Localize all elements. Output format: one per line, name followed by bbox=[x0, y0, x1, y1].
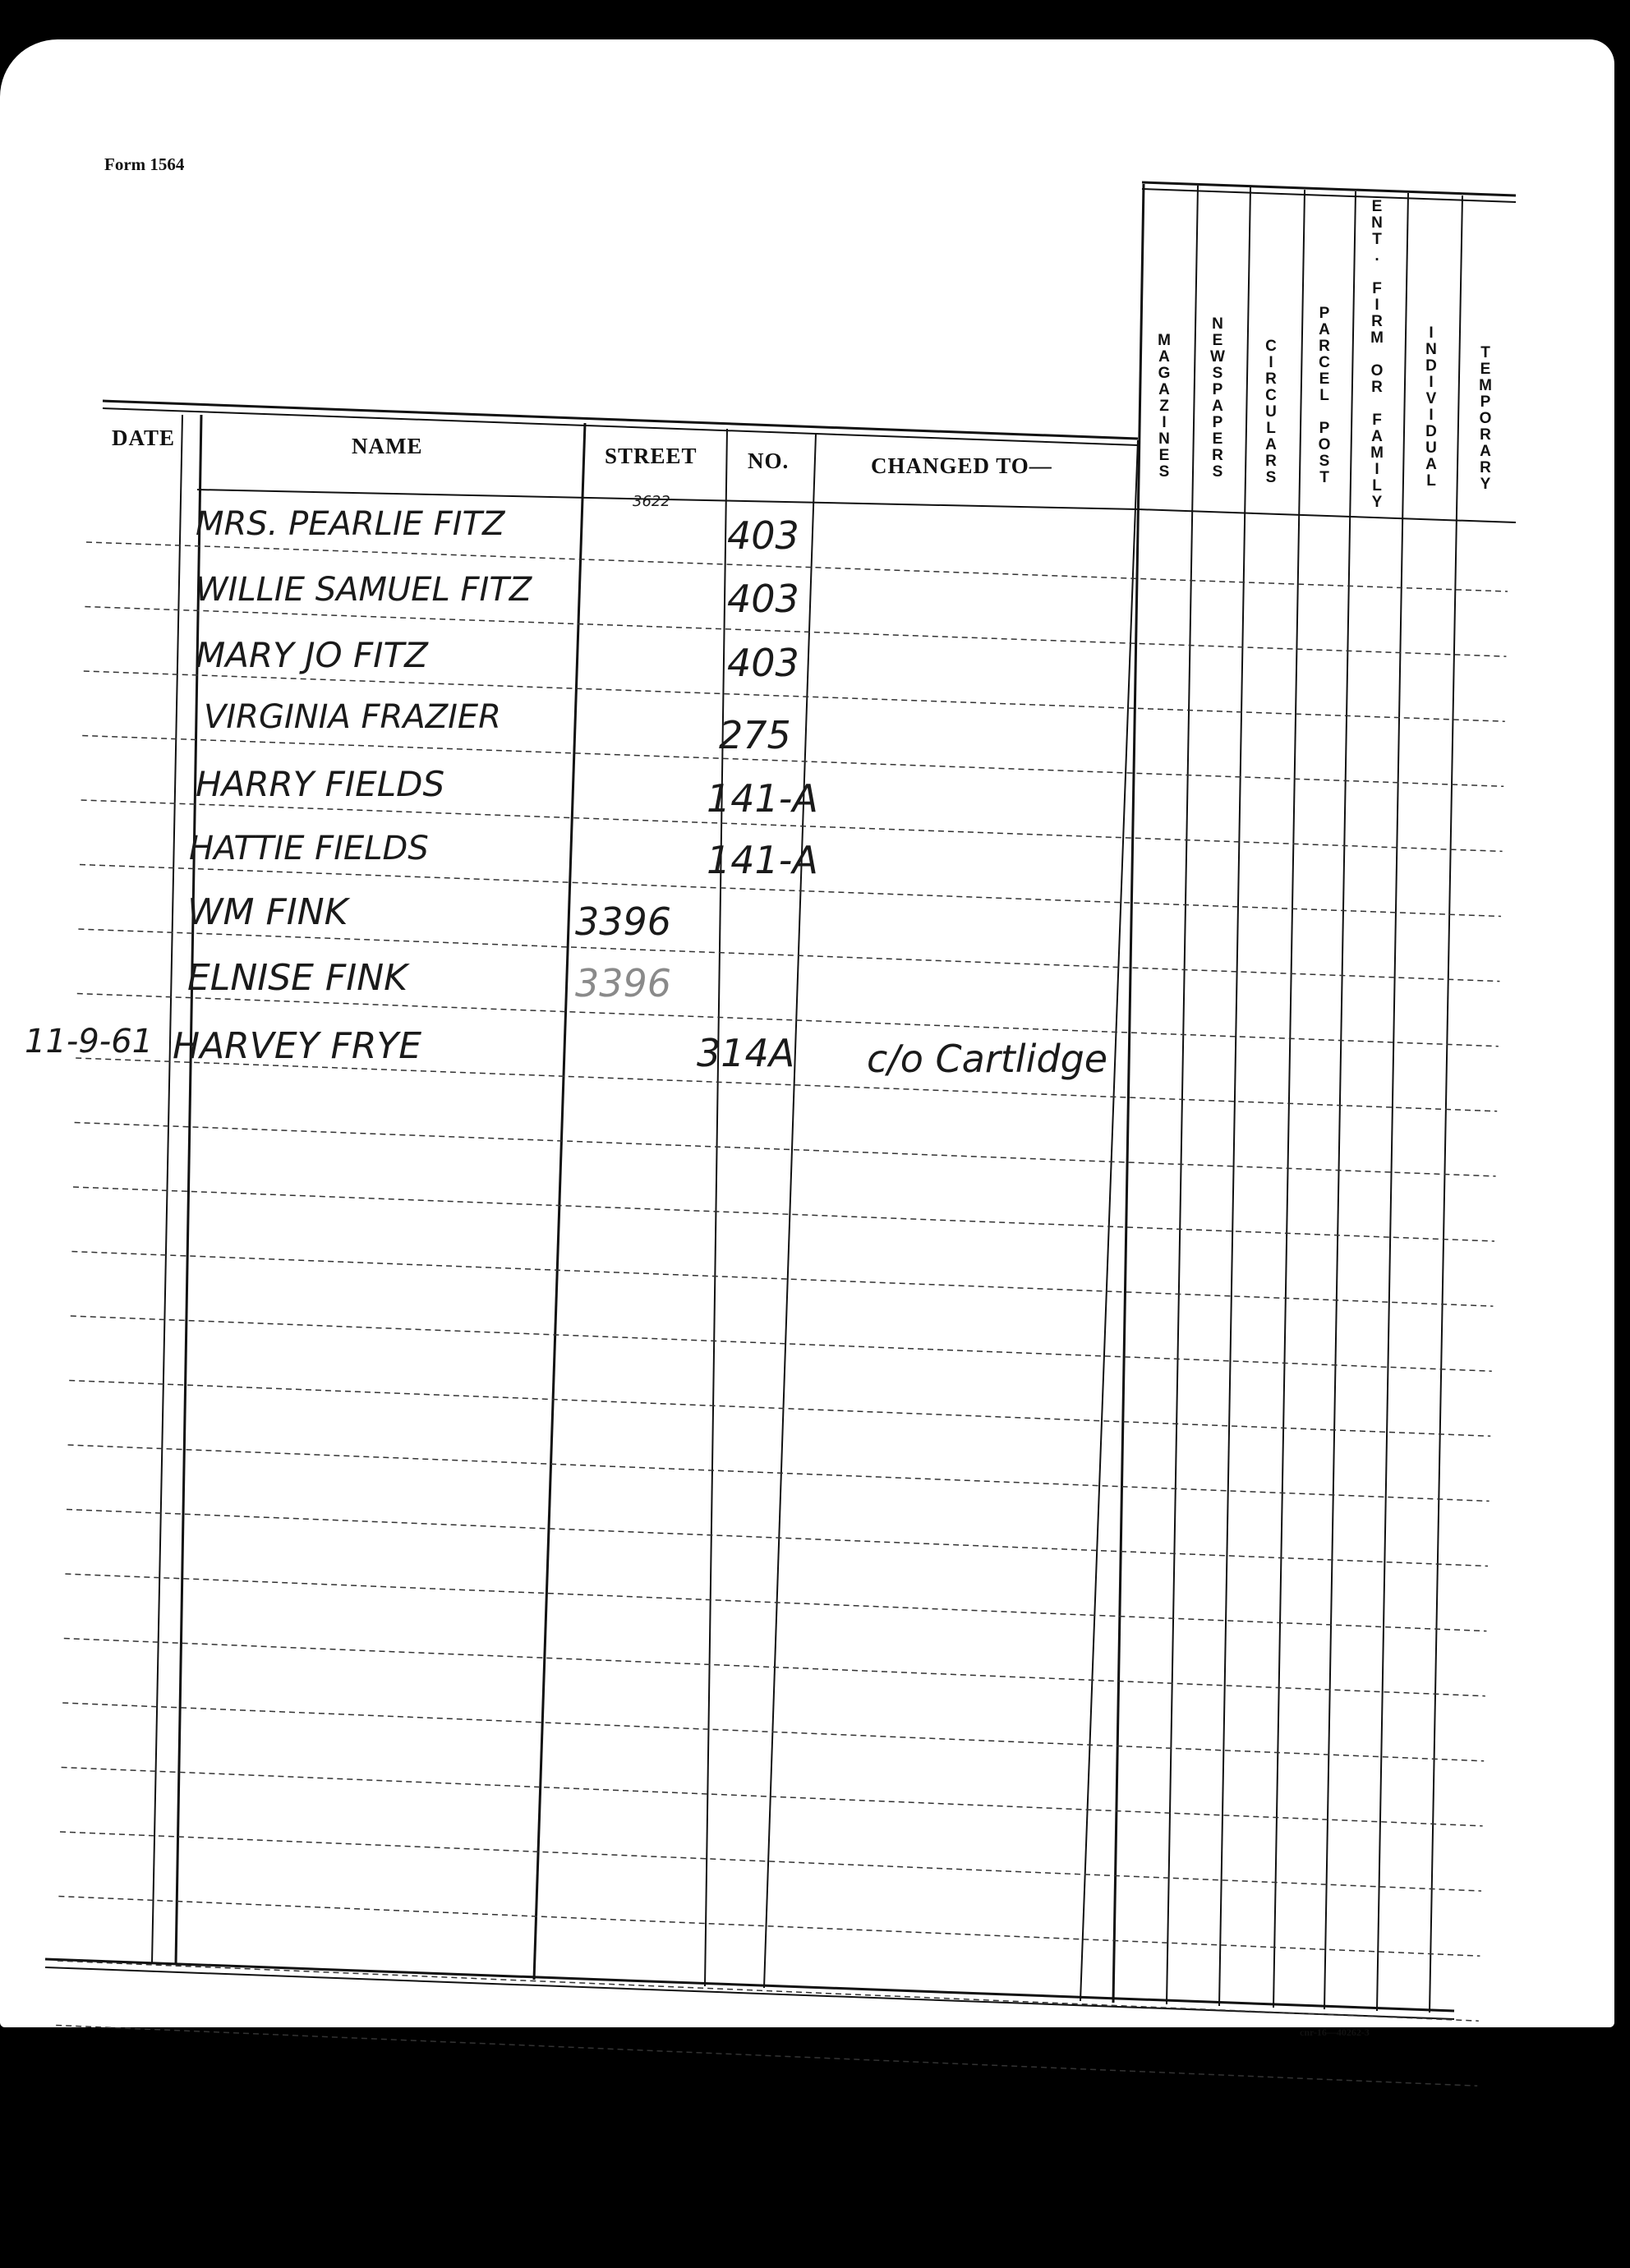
entry-no: 314A bbox=[697, 1031, 795, 1075]
circulars-header: C I R C U L A R S bbox=[1265, 338, 1277, 486]
no-header: NO. bbox=[748, 449, 790, 473]
form-number: Form 1564 bbox=[104, 154, 185, 174]
individual-header: I N D I V I D U A L bbox=[1425, 324, 1437, 490]
entry-no: 403 bbox=[727, 513, 799, 558]
entry-name: ELNISE FINK bbox=[187, 957, 408, 999]
entry-name: MARY JO FITZ bbox=[196, 635, 428, 675]
parcel-post-header: P A R C E L P O S T bbox=[1318, 305, 1331, 486]
entry-changed-to: c/o Cartlidge bbox=[867, 1037, 1108, 1081]
entry-name: HARRY FIELDS bbox=[196, 764, 445, 804]
magazines-header: M A G A Z I N E S bbox=[1158, 332, 1171, 481]
newspapers-header: N E W S P A P E R S bbox=[1210, 315, 1225, 481]
entry-street: 3396 bbox=[575, 899, 672, 944]
entry-name: HARVEY FRYE bbox=[173, 1025, 422, 1067]
entry-name: VIRGINIA FRAZIER bbox=[204, 698, 501, 736]
entry-no: 403 bbox=[727, 577, 799, 621]
entry-name: WM FINK bbox=[187, 891, 348, 933]
entry-street: 3396 bbox=[575, 961, 672, 1005]
entry-street: 3622 bbox=[633, 493, 670, 510]
changed-to-header: CHANGED TO— bbox=[871, 453, 1052, 478]
entry-no: 403 bbox=[727, 641, 799, 685]
entry-date: 11-9-61 bbox=[25, 1023, 154, 1060]
entry-no: 275 bbox=[719, 713, 791, 757]
firm-or-family-header: E N T . F I R M O R F A M I L Y bbox=[1370, 198, 1384, 511]
entry-name: MRS. PEARLIE FITZ bbox=[196, 505, 505, 543]
street-header: STREET bbox=[605, 444, 698, 468]
entry-no: 141-A bbox=[707, 838, 818, 882]
date-header: DATE bbox=[112, 426, 176, 450]
temporary-header: T E M P O R A R Y bbox=[1479, 344, 1492, 493]
print-code: cnr-16—40262-3 bbox=[1300, 2026, 1370, 2038]
name-header: NAME bbox=[352, 434, 423, 458]
entry-name: WILLIE SAMUEL FITZ bbox=[196, 571, 532, 609]
entry-no: 141-A bbox=[707, 776, 818, 821]
entry-name: HATTIE FIELDS bbox=[189, 830, 429, 867]
